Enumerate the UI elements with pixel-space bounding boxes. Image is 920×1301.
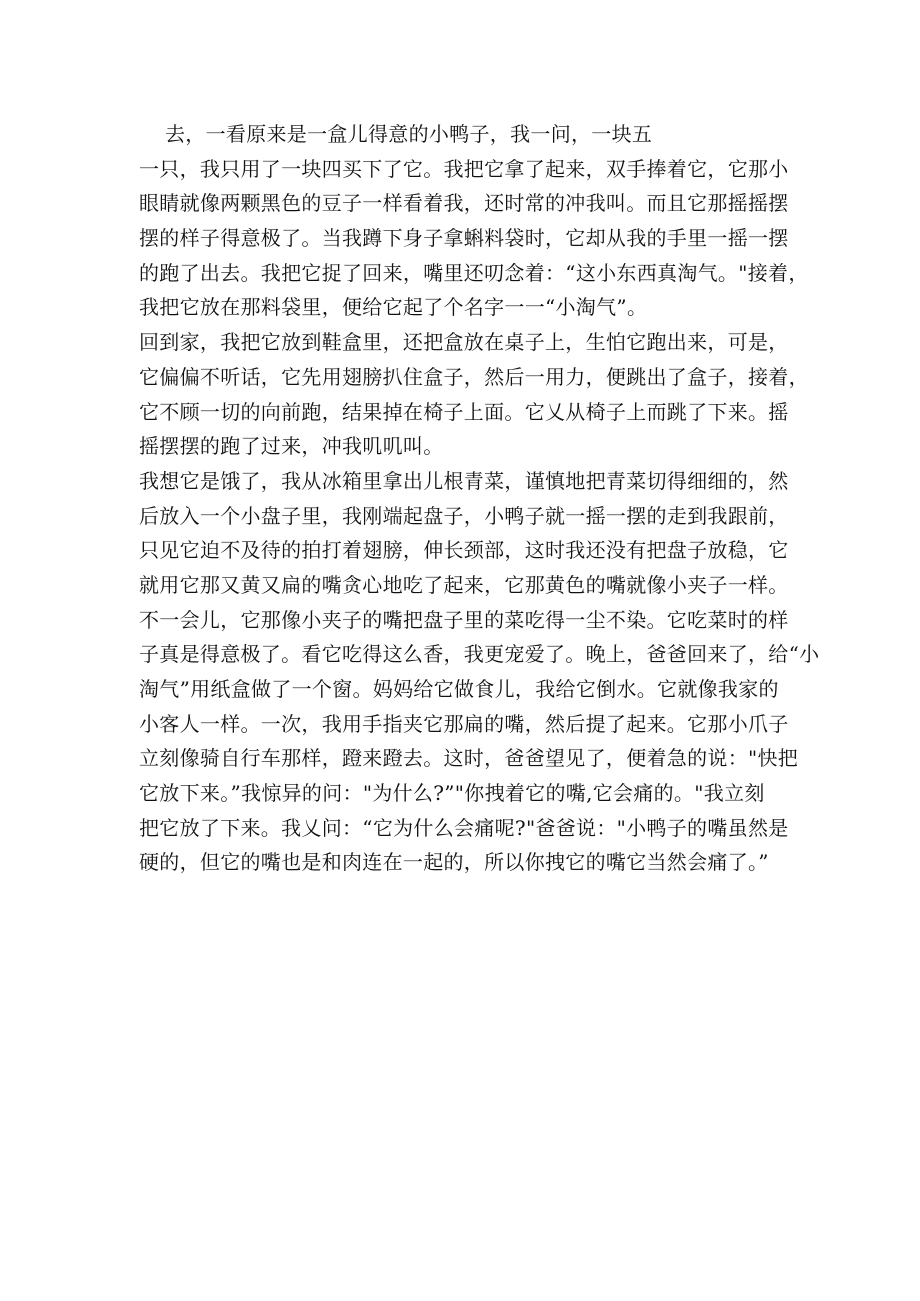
body-text [139,117,820,880]
text-line: 小客人一样。一次，我用手指夹它那扁的嘴，然后提了起来。它那小爪子 [139,711,789,736]
text-line: 后放入一个小盘子里，我刚端起盘子，小鸭子就一摇一摆的走到我跟前， [139,503,789,528]
text-line: 我把它放在那料袋里，便给它起了个名字一一“小淘气”。 [139,295,648,320]
text-line: 一只，我只用了一块四买下了它。我把它拿了起来，双手捧着它，它那小 [139,156,789,181]
text-line: 硬的，但它的嘴也是和肉连在一起的，所以你拽它的嘴它当然会痛了。” [139,850,769,875]
text-line: 它放下来。”我惊异的问："为什么?”"你拽着它的嘴,它会痛的。"我立刻 [139,781,765,806]
text-line: 把它放了下来。我乂问：“它为什么会痛呢?"爸爸说："小鸭子的嘴虽然是 [139,815,789,840]
text-line: 就用它那又黄又扁的嘴贪心地吃了起来，它那黄色的嘴就像小夹子一样。 [139,572,789,597]
text-line: 的跑了出去。我把它捉了回来，嘴里还叨念着：“这小东西真淘气。"接着， [139,260,809,285]
text-line: 立刻像骑自行车那样，蹬来蹬去。这时，爸爸望见了，便着急的说："快把 [139,746,799,771]
text-line: 眼睛就像两颗黑色的豆子一样看着我，还时常的冲我叫。而且它那摇摇摆 [139,191,789,216]
text-line: 它偏偏不听话，它先用翅膀扒住盒子，然后一用力，便跳出了盒子，接着， [139,364,809,389]
text-line: 回到家，我把它放到鞋盒里，还把盒放在桌子上，生怕它跑出来，可是， [139,330,789,355]
text-line: 摇摆摆的跑了过来，冲我叽叽叫。 [139,434,444,459]
text-line: 不一会儿，它那像小夹子的嘴把盘子里的菜吃得一尘不染。它吃菜时的样 [139,607,789,632]
text-line: 淘气”用纸盒做了一个窗。妈妈给它做食儿，我给它倒水。它就像我家的 [139,677,779,701]
text-line: 它不顾一切的向前跑，结果掉在椅子上面。它乂从椅子上而跳了下来。摇 [139,399,789,424]
text-line: 去，一看原来是一盒儿得意的小鸭子，我一问，一块五 [165,122,653,146]
text-line: 子真是得意极了。看它吃得这么香，我更宠爱了。晚上，爸爸回来了，给“小 [139,642,820,667]
text-line: 摆的样子得意极了。当我蹲下身子拿蝌料袋时，它却从我的手里一摇一摆 [139,226,789,251]
text-line: 我想它是饿了，我从冰箱里拿出儿根青菜，谨慎地把青菜切得细细的，然 [139,468,789,493]
text-line: 只见它迫不及待的拍打着翅膀，伸长颈部，这时我还没有把盘子放稳，它 [139,538,789,563]
